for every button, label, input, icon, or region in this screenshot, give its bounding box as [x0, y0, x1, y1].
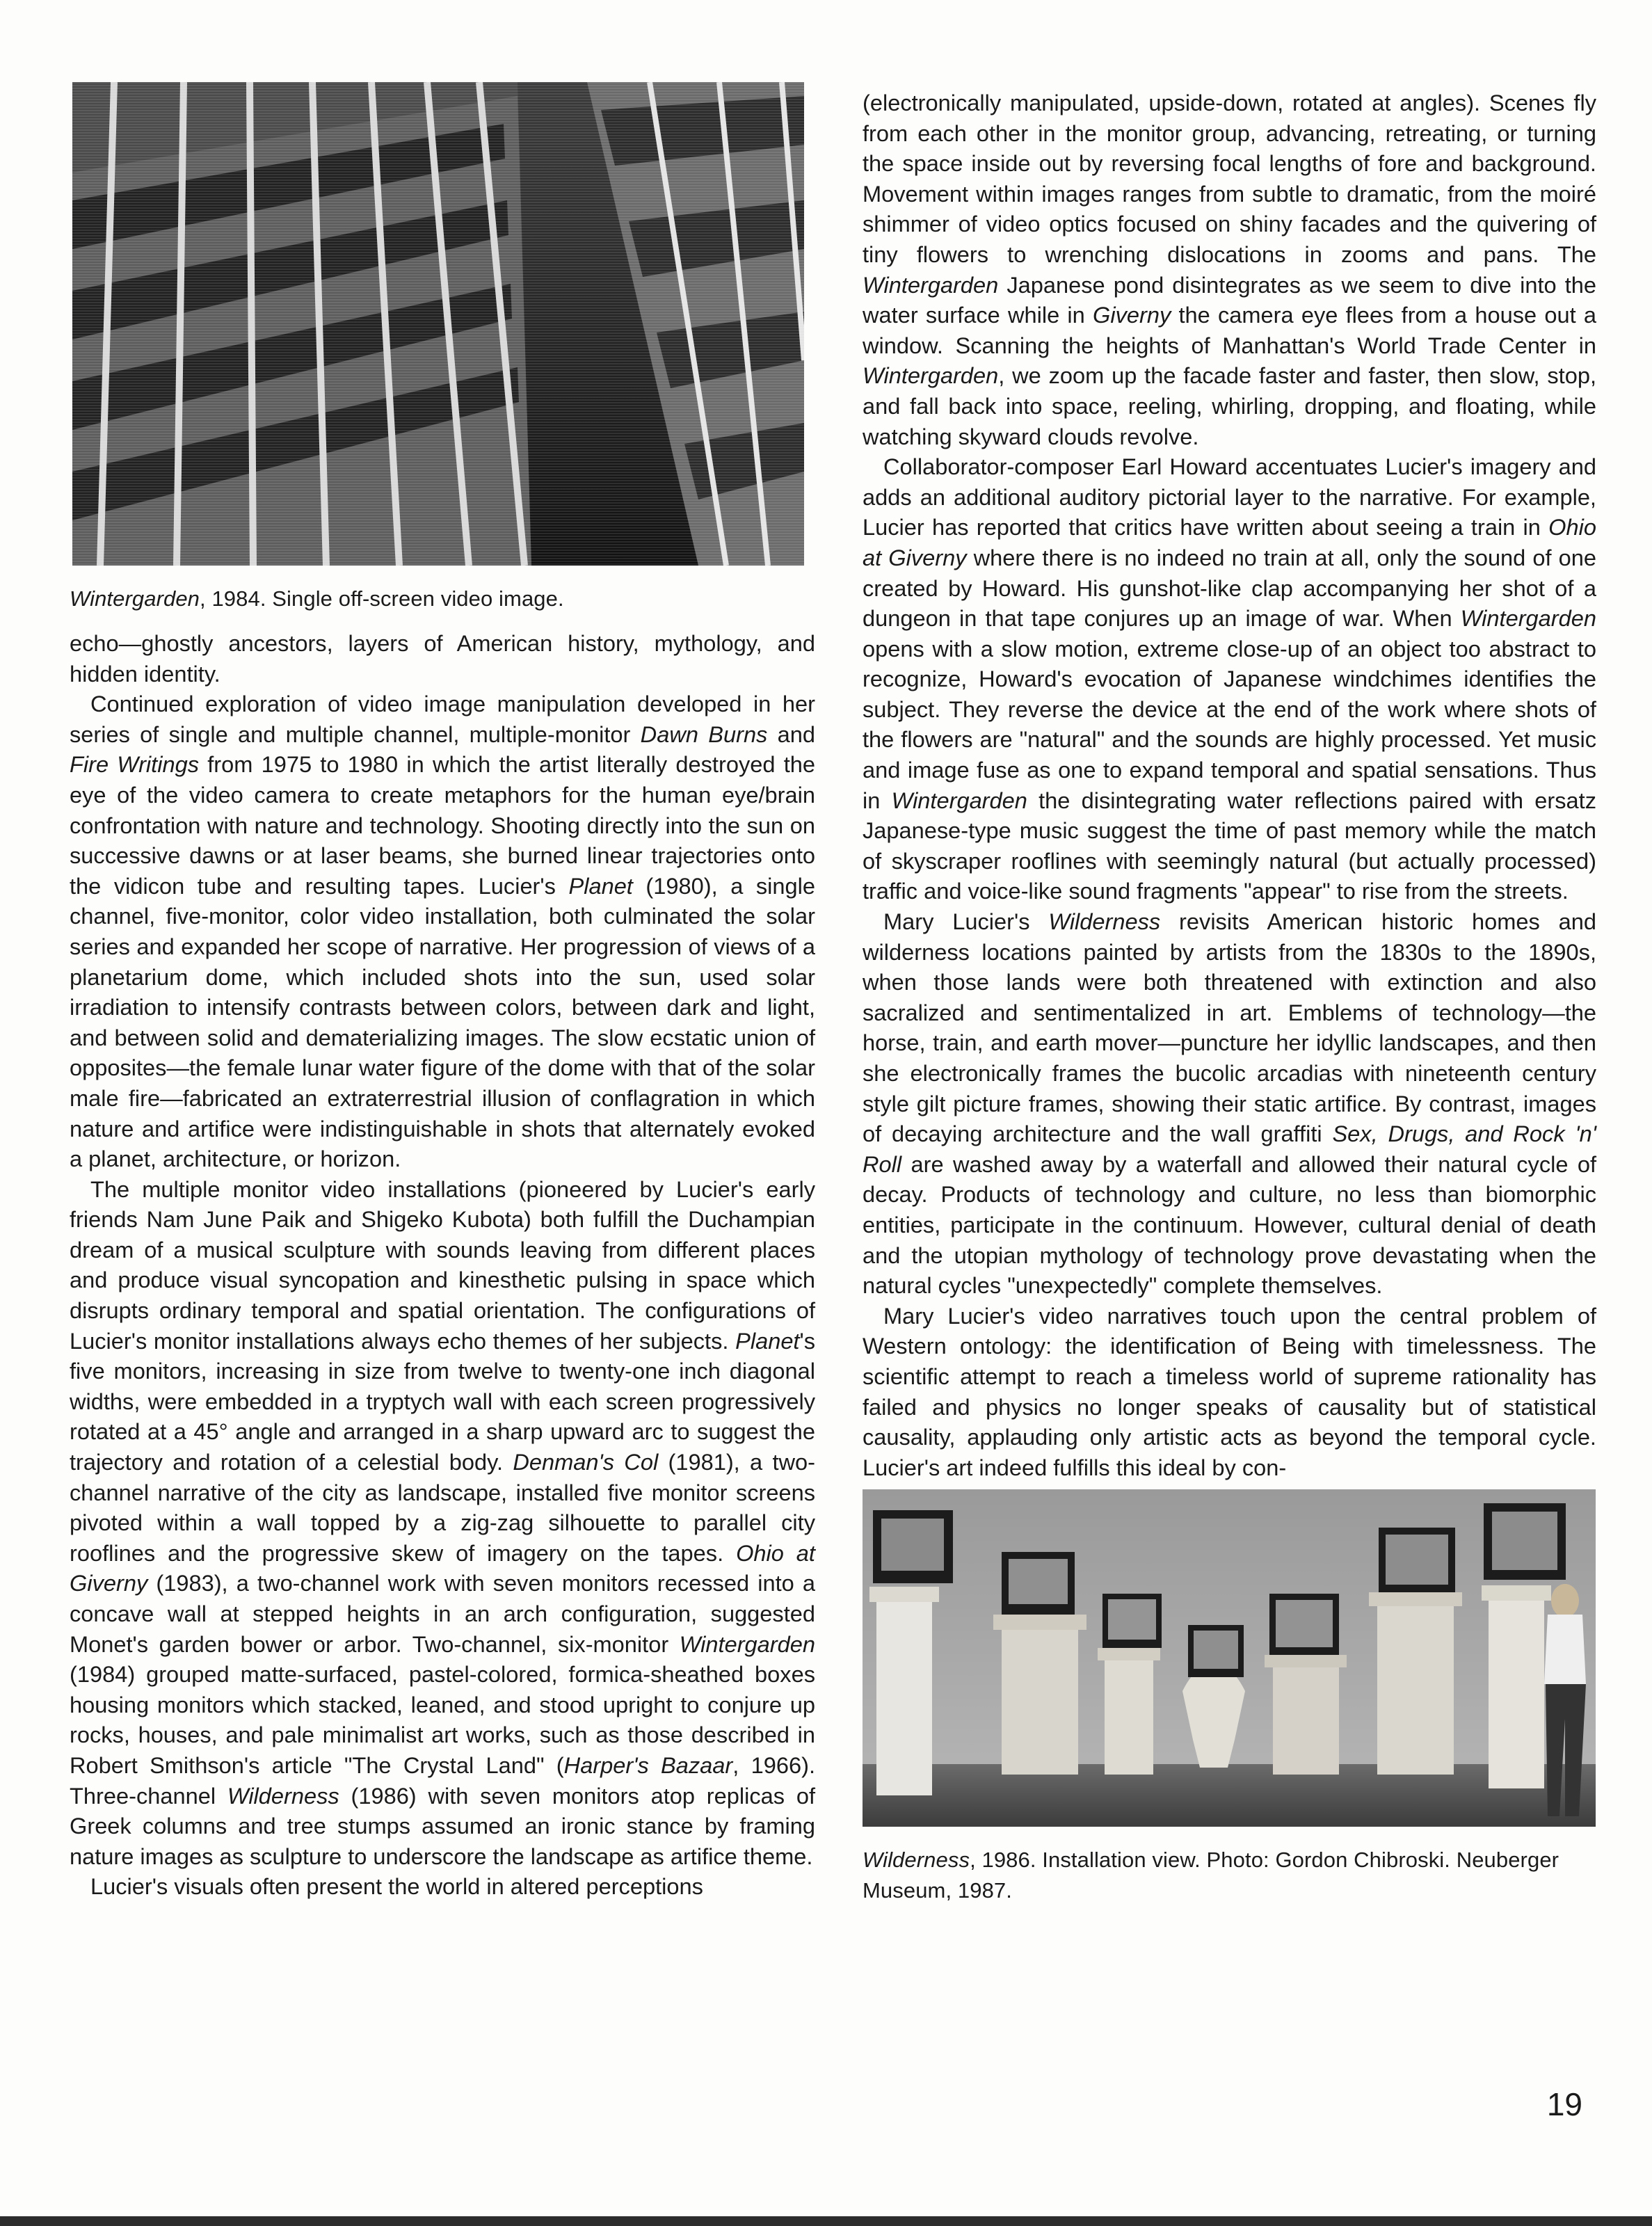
- left-body-text: [70, 628, 815, 1902]
- paragraph: echo—ghostly ancestors, layers of American history, mythology, and hidden identity.: [70, 630, 815, 687]
- paragraph: Collaborator-composer Earl Howard accentuates Lucier's imagery and adds an additional auditory pictorial layer to the narrative. For example, Lucier has reported that critics have written about seeing a train in Ohio at Giverny where there is no indeed no train at all, only the sound of one created by Howard. His gunshot-like clap accompanying her shot of a dungeon in that tape conjures up an image of war. When Wintergarden opens with a slow motion, extreme close-up of an object too abstract to recognize, Howard's evocation of Japanese windchimes identifies the subject. They reverse the device at the end of the work where shots of the flowers are "natural" and the sounds are highly processed. Yet music and image fuse as one to expand temporal and spatial sensations. Thus in Wintergarden the disintegrating water reflections paired with ersatz Japanese-type music suggest the time of past memory while the match of skyscraper rooflines with seemingly natural (but actually processed) traffic and voice-like sound fragments "appear" to rise from the streets.: [863, 454, 1596, 904]
- monitor-installation-photo-icon: [863, 1489, 1596, 1827]
- italic-title: Planet: [568, 872, 633, 899]
- building-facade-photo-icon: [72, 82, 804, 566]
- italic-title: Wintergarden: [863, 362, 999, 389]
- italic-title: Giverny: [1093, 302, 1171, 328]
- wintergarden-caption: [70, 584, 815, 614]
- italic-title: Sex, Drugs, and Rock 'n' Roll: [863, 1121, 1596, 1177]
- italic-title: Dawn Burns: [640, 721, 768, 747]
- italic-title: Wilderness: [1048, 908, 1161, 935]
- right-column: [863, 88, 1596, 1906]
- caption-text: , 1984. Single off-screen video image.: [200, 586, 564, 611]
- italic-title: Ohio at Giverny: [863, 514, 1596, 570]
- paragraph: (electronically manipulated, upside-down, rotated at angles). Scenes fly from each other in the monitor group, advancing, retreating, or turning the space inside out by reversing focal lengths of fore and background. Movement within images ranges from subtle to dramatic, from the moiré shimmer of video optics focused on shiny facades and the quivering of tiny flowers to wrenching dislocations in zooms and pans. The Wintergarden Japanese pond disintegrates as we seem to dive into the water surface while in Giverny the camera eye flees from a house out a window. Scanning the heights of Manhattan's World Trade Center in Wintergarden, we zoom up the facade faster and faster, then slow, stop, and fall back into space, reeling, whirling, dropping, and floating, while watching skyward clouds revolve.: [863, 90, 1596, 449]
- italic-title: Denman's Col: [513, 1449, 659, 1475]
- wintergarden-photo: [72, 82, 804, 566]
- italic-title: Wintergarden: [679, 1631, 815, 1657]
- italic-title: Wilderness: [227, 1782, 339, 1809]
- page-number: 19: [1546, 2086, 1582, 2122]
- bottom-edge-bar: [0, 2216, 1652, 2226]
- caption-text: , 1986. Installation view. Photo: Gordon Chibroski. Neuberger Museum, 1987.: [863, 1848, 1559, 1903]
- caption-title: Wilderness: [863, 1848, 970, 1873]
- wilderness-photo: [863, 1489, 1596, 1827]
- italic-title: Wintergarden: [1460, 605, 1596, 632]
- italic-title: Wintergarden: [891, 787, 1027, 813]
- left-column: [70, 82, 815, 1902]
- italic-title: Planet: [735, 1327, 800, 1354]
- caption-title: Wintergarden: [70, 586, 200, 611]
- wilderness-caption: [863, 1845, 1596, 1906]
- paragraph: Continued exploration of video image manipulation developed in her series of single and multiple channel, multiple-monitor Dawn Burns and Fire Writings from 1975 to 1980 in which the artist literally destroyed the eye of the video camera to create metaphors for the human eye/brain confrontation with nature and technology. Shooting directly into the sun on successive dawns or at laser beams, she burned linear trajectories onto the vidicon tube and resulting tapes. Lucier's Planet (1980), a single channel, five-monitor, color video installation, both culminated the solar series and expanded her scope of narrative. Her progression of views of a planetarium dome, which included shots into the sun, used solar irradiation to intensify contrasts between colors, between dark and light, and between solid and dematerializing images. The slow ecstatic union of opposites—the female lunar water figure of the dome with that of the solar male fire—fabricated an extraterrestrial illusion of conflagration in which nature and artifice were indistinguishable in shots that alternately evoked a planet, architecture, or horizon.: [70, 691, 815, 1172]
- paragraph: Lucier's visuals often present the world in altered perceptions: [90, 1873, 703, 1900]
- paragraph: The multiple monitor video installations (pioneered by Lucier's early friends Nam June Paik and Shigeko Kubota) both fulfill the Duchampian dream of a musical sculpture with sounds leaving from different places and produce visual syncopation and kinesthetic pulsing in space which disrupts ordinary temporal and spatial orientation. The configurations of Lucier's monitor installations always echo themes of her subjects. Planet's five monitors, increasing in size from twelve to twenty-one inch diagonal widths, were embedded in a tryptych wall with each screen progressively rotated at a 45° angle and arranged in a sharp upward arc to suggest the trajectory and rotation of a celestial body. Denman's Col (1981), a two-channel narrative of the city as landscape, installed five monitor screens pivoted within a wall topped by a zig-zag silhouette to parallel city rooflines and the progressive skew of imagery on the tapes. Ohio at Giverny (1983), a two-channel work with seven monitors recessed into a concave wall at stepped heights in an arch configuration, suggested Monet's garden bower or arbor. Two-channel, six-monitor Wintergarden (1984) grouped matte-surfaced, pastel-colored, formica-sheathed boxes housing monitors which stacked, leaned, and stood upright to conjure up rocks, houses, and pale minimalist art works, such as those described in Robert Smithson's article "The Crystal Land" (Harper's Bazaar, 1966). Three-channel Wilderness (1986) with seven monitors atop replicas of Greek columns and tree stumps assumed an ironic stance by framing nature images as sculpture to underscore the landscape as artifice theme.: [70, 1176, 815, 1869]
- italic-title: Fire Writings: [70, 751, 199, 778]
- italic-title: Ohio at Giverny: [70, 1539, 815, 1596]
- paragraph: Mary Lucier's video narratives touch upon the central problem of Western ontology: the identification of Being with timelessness. The scientific attempt to reach a timeless world of supreme rationality has failed and physics no longer speaks of causality but of statistical causality, applauding only artistic acts as beyond the temporal cycle. Lucier's art indeed fulfills this ideal by con-: [863, 1302, 1596, 1480]
- paragraph: Mary Lucier's Wilderness revisits American historic homes and wilderness locations painted by artists from the 1830s to the 1890s, when those lands were both threatened with extinction and also sacralized and sentimentalized in art. Emblems of technology—the horse, train, and earth mover—puncture her idyllic landscapes, and then she electronically frames the bucolic arcadias with nineteenth century style gilt picture frames, showing their static artifice. By contrast, images of decaying architecture and the wall graffiti Sex, Drugs, and Rock 'n' Roll are washed away by a waterfall and allowed their natural cycle of decay. Products of technology and culture, no less than biomorphic entities, participate in the continuum. However, cultural denial of death and the utopian mythology of technology prove devastating when the natural cycles "unexpectedly" complete themselves.: [863, 908, 1596, 1299]
- italic-title: Wintergarden: [863, 271, 999, 298]
- italic-title: Harper's Bazaar: [563, 1752, 733, 1778]
- right-body-text: [863, 88, 1596, 1482]
